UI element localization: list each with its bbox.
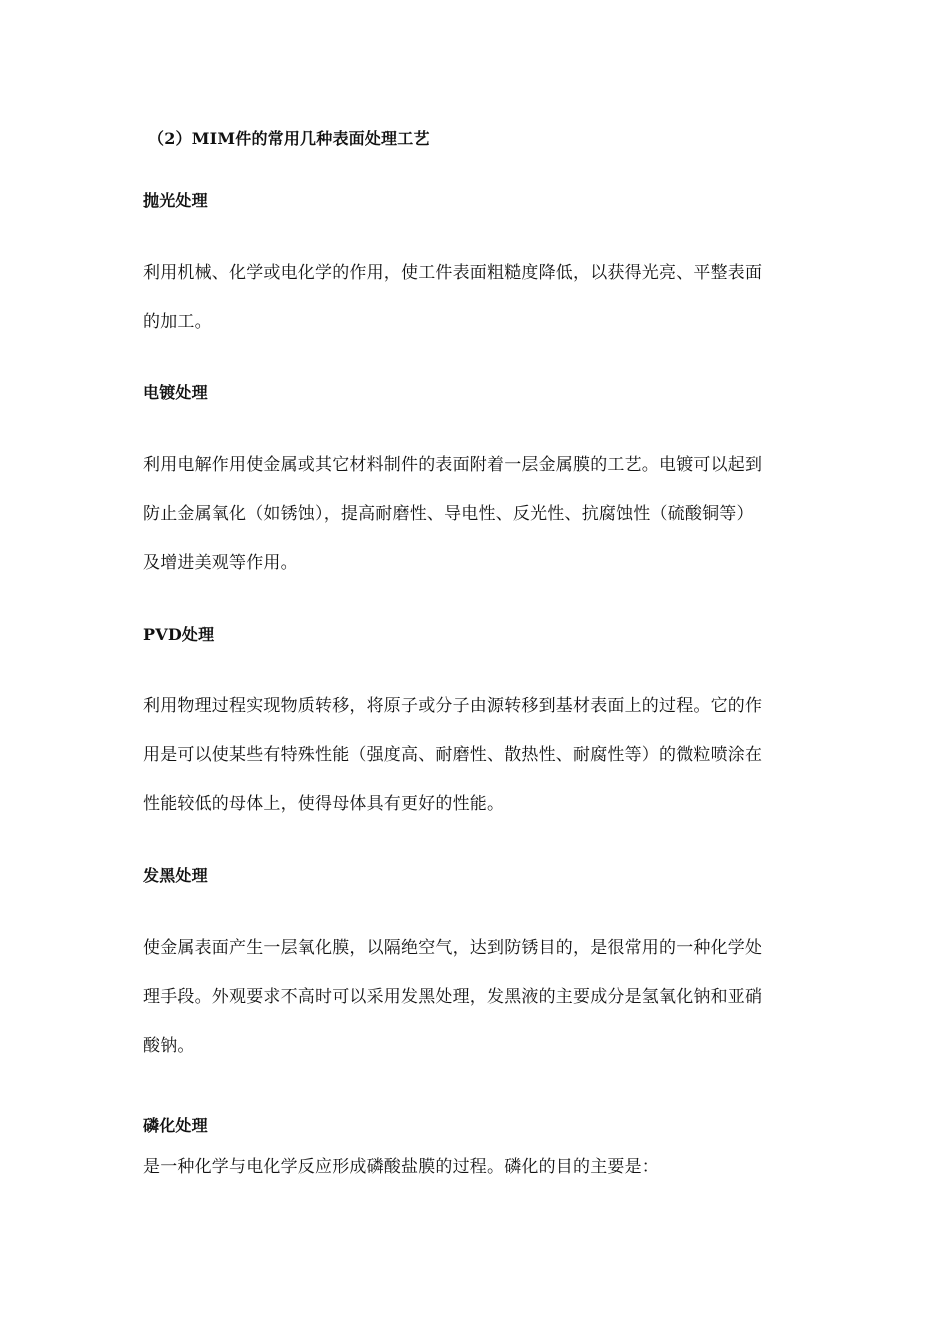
paragraph-line: 及增进美观等作用。 <box>143 553 298 573</box>
paragraph-line: 是一种化学与电化学反应形成磷酸盐膜的过程。磷化的目的主要是： <box>143 1157 659 1177</box>
paragraph-line: 使金属表面产生一层氧化膜，以隔绝空气，达到防锈目的，是很常用的一种化学处 <box>143 938 763 958</box>
paragraph-line: 用是可以使某些有特殊性能（强度高、耐磨性、散热性、耐腐性等）的微粒喷涂在 <box>143 745 763 765</box>
paragraph-line: 性能较低的母体上，使得母体具有更好的性能。 <box>143 794 505 814</box>
section-heading-polishing: 抛光处理 <box>143 191 208 210</box>
section-heading-pvd: PVD处理 <box>143 625 215 644</box>
paragraph-line: 利用电解作用使金属或其它材料制件的表面附着一层金属膜的工艺。电镀可以起到 <box>143 455 763 475</box>
paragraph-line: 酸钠。 <box>143 1036 195 1056</box>
section-heading-blackening: 发黑处理 <box>143 866 208 885</box>
paragraph-line: 的加工。 <box>143 312 212 332</box>
section-heading-electroplating: 电镀处理 <box>143 383 208 402</box>
paragraph-line: 利用物理过程实现物质转移，将原子或分子由源转移到基材表面上的过程。它的作 <box>143 696 763 716</box>
paragraph-line: 防止金属氧化（如锈蚀），提高耐磨性、导电性、反光性、抗腐蚀性（硫酸铜等） <box>143 504 754 524</box>
paragraph-line: 利用机械、化学或电化学的作用，使工件表面粗糙度降低，以获得光亮、平整表面 <box>143 263 763 283</box>
section-heading-phosphating: 磷化处理 <box>143 1116 208 1135</box>
paragraph-line: 理手段。外观要求不高时可以采用发黑处理，发黑液的主要成分是氢氧化钠和亚硝 <box>143 987 763 1007</box>
document-title: （2）MIM件的常用几种表面处理工艺 <box>148 129 430 148</box>
